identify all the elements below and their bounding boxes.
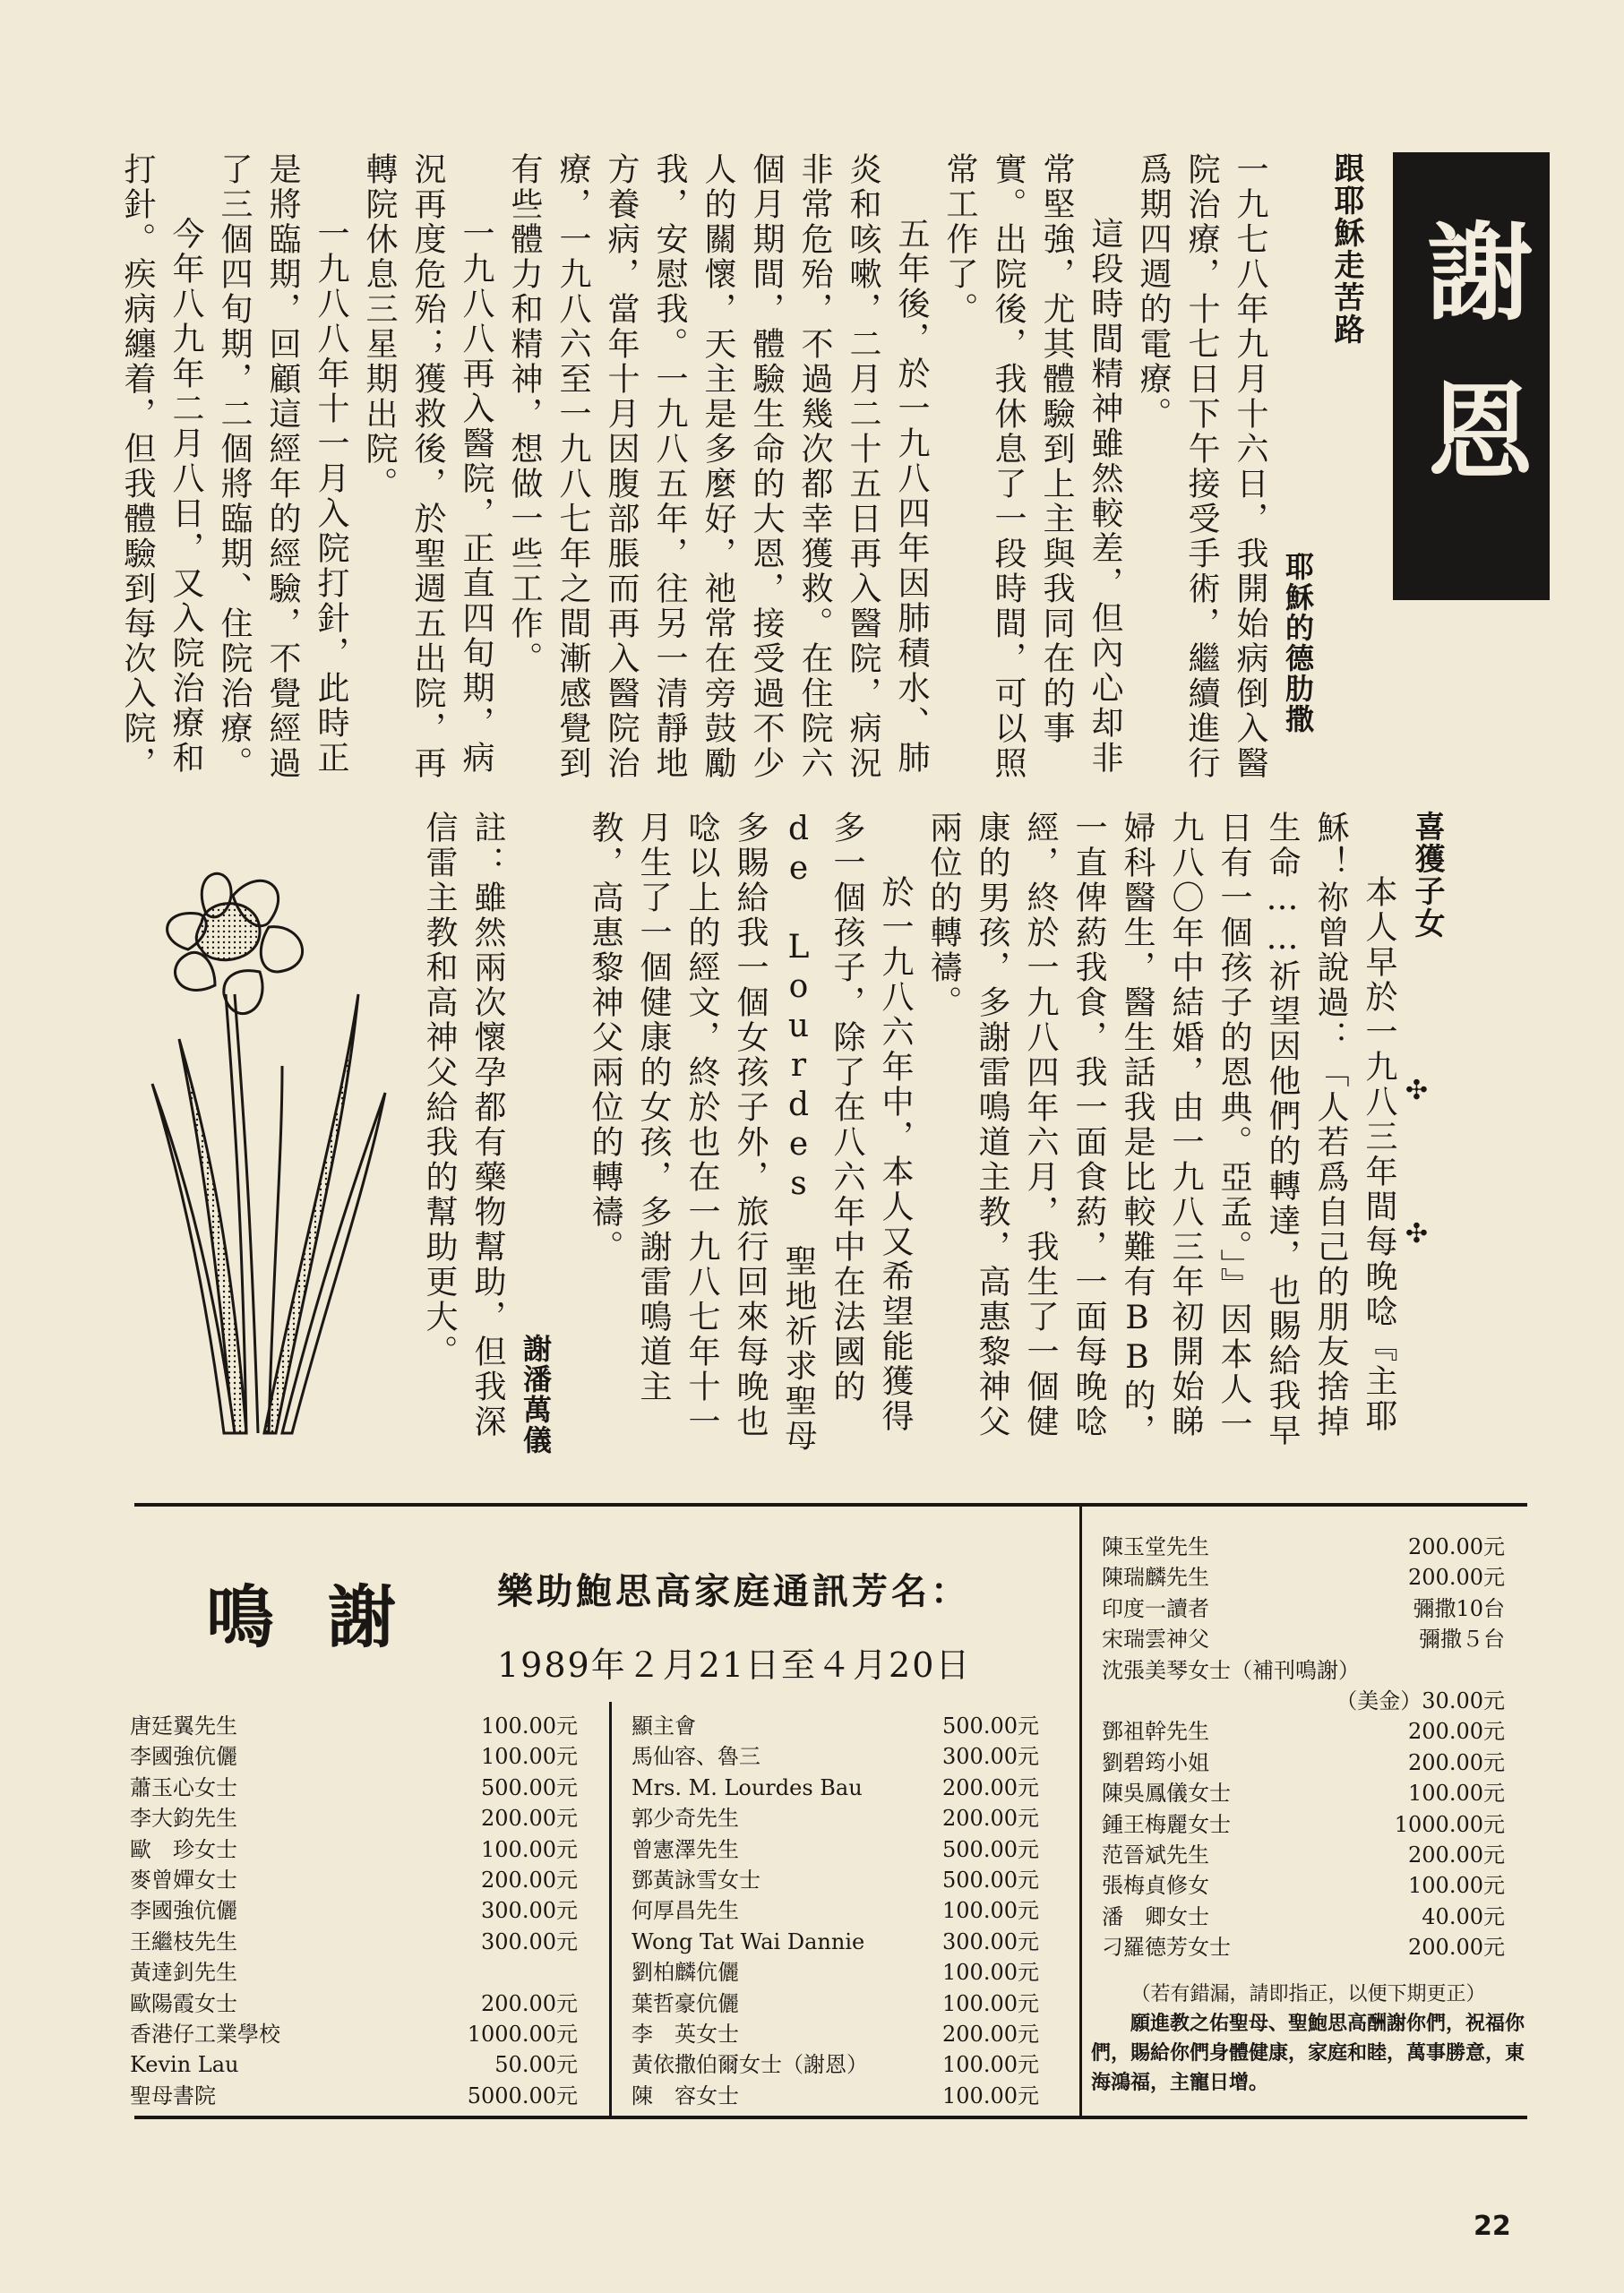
donor-name: 葉哲豪伉儷 <box>632 1990 739 2016</box>
donor-row <box>1102 1716 1505 1747</box>
column-divider-2 <box>1079 1507 1082 2116</box>
donor-amount: 100.00元 <box>942 1990 1039 2016</box>
donor-amount: 200.00元 <box>942 1774 1039 1800</box>
article1-author: 耶穌的德肋撒 <box>1281 552 1315 734</box>
donor-list-col2 <box>632 1711 1039 2111</box>
donor-row <box>130 2081 578 2111</box>
donor-row <box>1102 1809 1505 1840</box>
donor-name: 唐廷翼先生 <box>130 1713 237 1739</box>
donor-row <box>632 2019 1039 2049</box>
blessing-text: 願進教之佑聖母、聖鮑思高酬謝你們，祝福你們，賜給你們身體健康，家庭和睦，萬事勝意，東海鴻福，主寵日增。 <box>1091 2013 1525 2094</box>
donor-amount: 200.00元 <box>1408 1935 1505 1961</box>
donor-name: 王繼枝先生 <box>130 1928 237 1954</box>
donor-amount: 5000.00元 <box>467 2083 578 2108</box>
donor-row <box>1102 1778 1505 1808</box>
donor-name: 何厚昌先生 <box>632 1898 739 1924</box>
donor-row <box>632 1957 1039 1988</box>
donor-row <box>130 1865 578 1895</box>
donor-row <box>1102 1593 1505 1624</box>
ack-title: 鳴謝 <box>206 1577 450 1657</box>
donor-amount: 200.00元 <box>942 1806 1039 1832</box>
donor-name: Kevin Lau <box>130 2052 239 2078</box>
donor-amount: 300.00元 <box>942 1744 1039 1770</box>
donor-amount: 100.00元 <box>1408 1781 1505 1807</box>
donor-amount: 200.00元 <box>942 2021 1039 2047</box>
daffodil-illustration <box>125 860 394 1469</box>
donor-amount: 300.00元 <box>481 1928 578 1954</box>
donor-amount: 500.00元 <box>942 1713 1039 1739</box>
article2-note-block <box>408 811 560 1456</box>
donor-name: 馬仙容、魯三 <box>632 1744 760 1770</box>
donor-amount: 500.00元 <box>942 1867 1039 1893</box>
section-divider-top <box>134 1503 1527 1507</box>
donor-amount: 100.00元 <box>481 1836 578 1862</box>
article1 <box>116 152 1371 793</box>
donor-amount: （美金）30.00元 <box>1336 1688 1505 1713</box>
donor-name: 曾憲澤先生 <box>632 1836 739 1862</box>
donor-name: 陳瑞麟先生 <box>1102 1565 1209 1591</box>
article1-paragraph: 五年後，於一九八四年因肺積水、肺炎和咳嗽，二月二十五日再入醫院，病況非常危殆，不過幾次都幸獲救。在住院六個月期間，體驗生命的大恩，接受過不少人的關懷，天主是多麼好，祂常在旁鼓勵我，安慰我。一九八五年，往另一清靜地方養病，當年十月因腹部脹而再入醫院治療，一九八六至一九八七年之間漸感覺到有些體力和精神，想做一些工作。 <box>506 152 930 781</box>
donor-amount: 500.00元 <box>942 1836 1039 1862</box>
donor-row <box>632 1927 1039 1957</box>
donor-name: 陳 容女士 <box>632 2083 739 2108</box>
donor-row <box>632 1834 1039 1865</box>
donor-name: 劉碧筠小姐 <box>1102 1749 1209 1775</box>
donor-row <box>130 2049 578 2080</box>
donor-row <box>1102 1932 1505 1962</box>
donor-amount: 彌撒５台 <box>1419 1627 1505 1653</box>
donor-row <box>632 1895 1039 1926</box>
donor-amount: 200.00元 <box>481 1867 578 1893</box>
donor-amount: 100.00元 <box>942 1960 1039 1986</box>
donor-row <box>130 1741 578 1772</box>
donor-name: 顯主會 <box>632 1713 696 1739</box>
donor-row <box>632 1988 1039 2019</box>
donor-amount: 500.00元 <box>481 1774 578 1800</box>
donor-name: 印度一讀者 <box>1102 1595 1209 1621</box>
donor-amount: 300.00元 <box>481 1898 578 1924</box>
donor-row <box>1102 1655 1505 1686</box>
donor-name: 范晉斌先生 <box>1102 1842 1209 1868</box>
donor-row <box>1102 1532 1505 1562</box>
donor-name: 李 英女士 <box>632 2021 739 2047</box>
article1-paragraph: 今年八九年二月八日，又入院治療和打針。疾病纏着，但我體驗到每次入院， <box>119 152 204 781</box>
donor-row <box>130 1927 578 1957</box>
donor-name: Wong Tat Wai Dannie <box>632 1928 865 1954</box>
donor-name: 宋瑞雲神父 <box>1102 1627 1209 1653</box>
article2 <box>502 811 1451 1456</box>
donor-amount: 200.00元 <box>1408 1565 1505 1591</box>
donor-amount: 100.00元 <box>942 2083 1039 2108</box>
donor-amount: 200.00元 <box>1408 1842 1505 1868</box>
title-block <box>1393 152 1550 600</box>
article1-paragraph: 一九八八再入醫院，正直四旬期，病況再度危殆；獲救後，於聖週五出院，再轉院休息三星期出院。 <box>361 152 494 781</box>
donor-amount: 50.00元 <box>494 2052 578 2078</box>
donor-amount: 200.00元 <box>481 1990 578 2016</box>
donor-amount: 100.00元 <box>942 1898 1039 1924</box>
donor-name: 蕭玉心女士 <box>130 1774 237 1800</box>
article1-paragraph: 一九七八年九月十六日，我開始病倒入醫院治療，十七日下午接受手術，繼續進行爲期四週的電療。 <box>1135 152 1268 781</box>
donor-row <box>632 2049 1039 2080</box>
article1-paragraph: 這段時間精神雖然較差，但內心却非常堅強，尤其體驗到上主與我同在的事實。出院後，我休息了一段時間，可以照常工作了。 <box>941 152 1123 781</box>
donor-row <box>1102 1902 1505 1932</box>
article2-paragraph: 本人早於一九八三年間每晚唸『主耶穌！祢曾說過：「人若爲自己的朋友捨掉生命……祈望因他們的轉達，也賜給我早日有一個孩子的恩典。亞孟。」』因本人一九八〇年中結婚，由一九八三年初開始睇婦科醫生，醫生話我是比較難有BB的，一直俾葯我食，我一面食葯，一面每晚唸經，終於一九八四年六月，我生了一個健康的男孩，多謝雷鳴道主教，高惠黎神父兩位的轉禱。 <box>925 811 1397 1448</box>
donor-amount: 40.00元 <box>1422 1903 1505 1929</box>
donor-list-col3 <box>1102 1532 1505 1962</box>
donor-name: 黃達釗先生 <box>130 1960 237 1986</box>
donor-row <box>130 1988 578 2019</box>
page-title: 謝恩 <box>1409 217 1534 536</box>
donor-name: 聖母書院 <box>130 2083 216 2108</box>
donor-amount: 200.00元 <box>1408 1749 1505 1775</box>
donor-name: 陳吳鳳儀女士 <box>1102 1781 1231 1807</box>
correction-note: （若有錯漏，請即指正，以便下期更正） <box>1130 1983 1486 2005</box>
donor-name: 陳玉堂先生 <box>1102 1534 1209 1559</box>
donor-amount: 100.00元 <box>1408 1873 1505 1899</box>
donor-amount: 200.00元 <box>481 1806 578 1832</box>
donor-name: 歐 珍女士 <box>130 1836 237 1862</box>
donor-row <box>1102 1840 1505 1870</box>
article2-paragraph: 於一九八六年中，本人又希望能獲得多一個孩子，除了在八六年中在法國的de Lourdes 聖地祈求聖母多賜給我一個女孩子外，旅行回來每晚也唸以上的經文，終於也在一九八七年十一月生了一個健康的女孩，多謝雷鳴道主教，高惠黎神父兩位的轉禱。 <box>587 811 914 1454</box>
donor-row <box>130 1834 578 1865</box>
article2-author: 謝潘萬儀 <box>519 1334 553 1456</box>
donor-amount: 1000.00元 <box>467 2021 578 2047</box>
donor-row <box>130 1957 578 1988</box>
donor-row <box>1102 1686 1505 1716</box>
donor-name: 麥曾嬋女士 <box>130 1867 237 1893</box>
donor-name: 張梅貞修女 <box>1102 1873 1209 1899</box>
page-number: 22 <box>1474 2211 1511 2242</box>
section-divider-bottom <box>134 2116 1527 2119</box>
article1-paragraph: 一九八八年十一月入院打針，此時正是將臨期，回顧這經年的經驗，不覺經過了三個四旬期，二個將臨期、住院治療。 <box>216 152 349 781</box>
donor-name: 李大鈞先生 <box>130 1806 237 1832</box>
donor-amount: 1000.00元 <box>1394 1811 1505 1837</box>
donor-name: Mrs. M. Lourdes Bau <box>632 1774 863 1800</box>
donor-row <box>632 1803 1039 1834</box>
donor-row <box>1102 1562 1505 1593</box>
donor-row <box>130 1895 578 1926</box>
ack-heading: 樂助鮑思高家庭通訊芳名： <box>497 1571 970 1612</box>
donor-amount: 200.00元 <box>1408 1719 1505 1745</box>
donor-name: 鄧祖幹先生 <box>1102 1719 1209 1745</box>
article2-note: 註：雖然兩次懷孕都有藥物幫助，但我深信雷主教和高神父給我的幫助更大。 <box>421 811 506 1439</box>
donor-name: 黃依撒伯爾女士（謝恩） <box>632 2052 868 2078</box>
donor-row <box>130 1803 578 1834</box>
donor-row <box>632 1741 1039 1772</box>
donor-amount: 100.00元 <box>481 1744 578 1770</box>
ack-footnote <box>1091 1980 1525 2098</box>
donor-row <box>632 1773 1039 1803</box>
donor-name: 郭少奇先生 <box>632 1806 739 1832</box>
donor-amount: 100.00元 <box>481 1713 578 1739</box>
article2-heading: 喜獲子女 <box>1409 811 1445 940</box>
donor-row <box>1102 1870 1505 1901</box>
donor-name: 劉柏麟伉儷 <box>632 1960 739 1986</box>
donor-name: 潘 卿女士 <box>1102 1903 1209 1929</box>
donor-name: 鄧黃詠雪女士 <box>632 1867 760 1893</box>
donor-row <box>632 2081 1039 2111</box>
donor-amount: 300.00元 <box>942 1928 1039 1954</box>
ack-dates: 1989年２月21日至４月20日 <box>497 1645 972 1685</box>
donor-name: 香港仔工業學校 <box>130 2021 280 2047</box>
donor-row <box>632 1711 1039 1741</box>
donor-row <box>1102 1624 1505 1654</box>
donor-name: 李國強伉儷 <box>130 1898 237 1924</box>
donor-amount: 200.00元 <box>1408 1534 1505 1559</box>
donor-name: 李國強伉儷 <box>130 1744 237 1770</box>
donor-amount: 100.00元 <box>942 2052 1039 2078</box>
column-divider-1 <box>609 1702 612 2116</box>
donor-row <box>130 2019 578 2049</box>
donor-name: 歐陽霞女士 <box>130 1990 237 2016</box>
separator: ✣ ✣ <box>1401 1075 1432 1290</box>
donor-name: 刁羅德芳女士 <box>1102 1935 1231 1961</box>
donor-list-col1 <box>130 1711 578 2111</box>
donor-name: 沈張美琴女士（補刊鳴謝） <box>1102 1657 1360 1683</box>
article1-heading: 跟耶穌走苦路 <box>1328 152 1364 346</box>
donor-row <box>130 1773 578 1803</box>
donor-name: 鍾王梅麗女士 <box>1102 1811 1231 1837</box>
donor-row <box>130 1711 578 1741</box>
donor-row <box>1102 1748 1505 1778</box>
donor-row <box>632 1865 1039 1895</box>
donor-amount: 彌撒10台 <box>1413 1595 1505 1621</box>
